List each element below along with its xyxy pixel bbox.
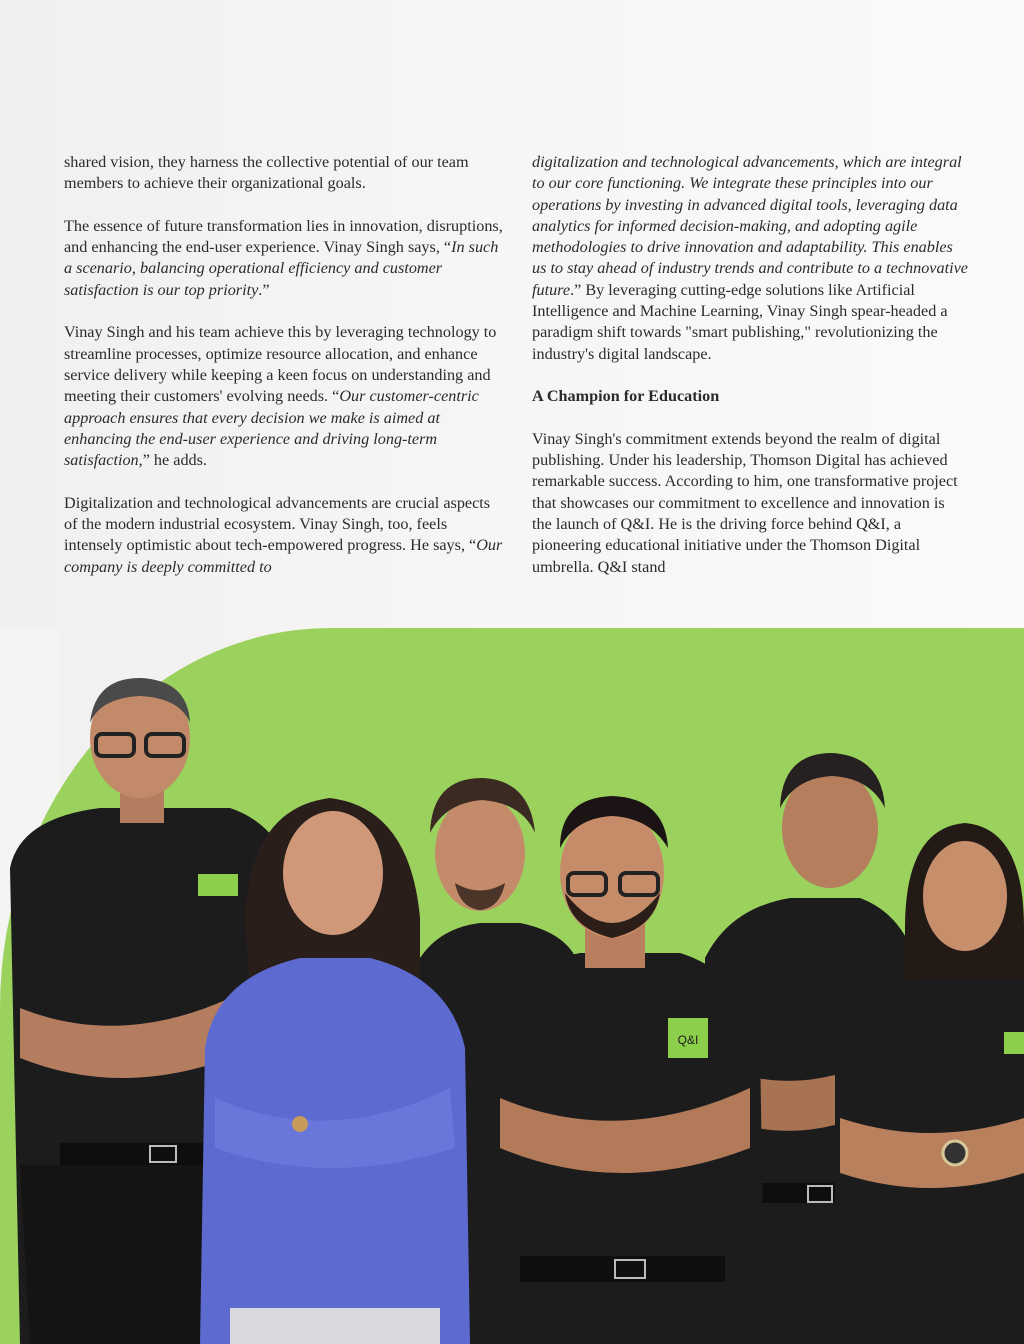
team-photo [0, 628, 1024, 1344]
team-illustration [0, 628, 1024, 1344]
left-p2-quote: In such a scenario, balancing operational efficiency and customer satisfaction is our top priority [64, 238, 499, 299]
right-p2-text: Vinay Singh's commitment extends beyond the realm of digital publishing. Under his leadership, Thomson Digital has achieved remarkable success. According to him, one transformative project that showcases our commitment to excellence and innovation is the launch of Q&I. He is the driving force behind Q&I, a pioneering educational initiative under the Thomson Digital umbrella. Q&I stand [532, 429, 958, 576]
right-p1-quote: digitalization and technological advancements, which are integral to our core functioning. We integrate these principles into our operations by investing in advanced digital tools, leveraging data analytics for informed decision-making, and adopting agile methodologies to drive innovation and adaptability. This enables us to stay ahead of industry trends and contribute to a technovative future [532, 153, 968, 299]
left-paragraph-1 [64, 152, 504, 195]
left-paragraph-2 [64, 216, 504, 301]
left-p2-end: .” [258, 280, 270, 299]
left-p3-quote: Our customer-centric approach ensures that every decision we make is aimed at enhancing the end-user experience and driving long-term satisfaction [64, 387, 479, 470]
left-p3-end: ,” he adds. [138, 451, 207, 470]
right-paragraph-1 [532, 152, 968, 365]
left-paragraph-4 [64, 493, 504, 578]
right-p1-text: .” By leveraging cutting-edge solutions like Artificial Intelligence and Machine Learning, Vinay Singh spear-headed a paradigm shift towards "smart publishing," revolutionizing the industry's digital landscape. [532, 280, 948, 363]
person-4 [485, 796, 765, 1344]
left-p4-quote: Our company is deeply committed to [64, 536, 503, 576]
left-p2-text: The essence of future transformation lies in innovation, disruptions, and enhancing the end-user experience. Vinay Singh says, “ [64, 216, 503, 257]
left-text-column [64, 152, 504, 578]
right-text-column [532, 152, 968, 578]
left-p4-text: Digitalization and technological advancements are crucial aspects of the modern industrial ecosystem. Vinay Singh, too, feels intensely optimistic about tech-empowered progress. He says, “ [64, 493, 491, 555]
shirt-badge-text: Q&I [677, 1033, 699, 1047]
right-paragraph-2 [532, 429, 968, 578]
left-p1-text: shared vision, they harness the collective potential of our team members to achieve their organizational goals. [64, 153, 469, 193]
left-paragraph-3 [64, 322, 504, 471]
left-p3-text: Vinay Singh and his team achieve this by leveraging technology to streamline processes, optimize resource allocation, and enhance service delivery while keeping a keen focus on understanding and meeting their customers' evolving needs. “ [64, 323, 497, 406]
section-heading: A Champion for Education [532, 387, 720, 406]
